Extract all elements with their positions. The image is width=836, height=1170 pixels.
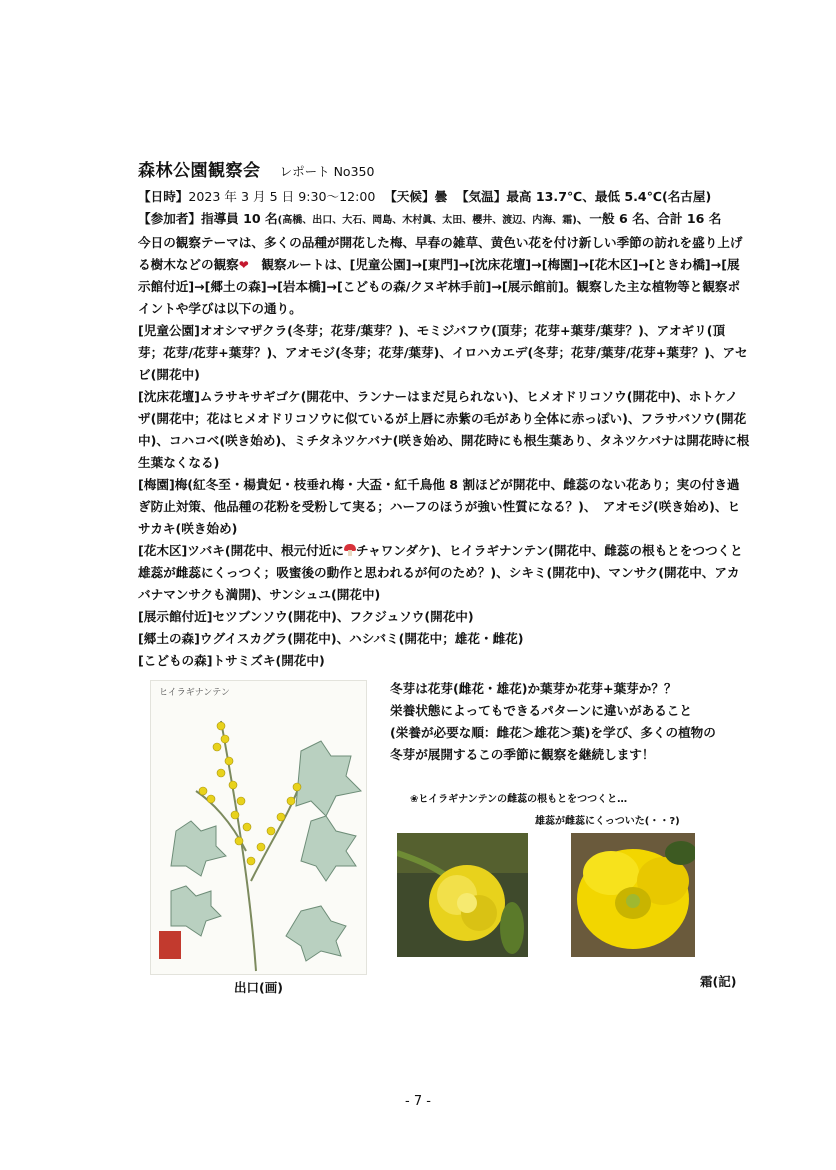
photo-note-first [410,790,627,805]
weather-value: 曇 [434,189,448,204]
participants-names: (高橋、出口、大石、岡島、木村眞、太田、櫻井、渡辺、内海、霜) [277,215,577,226]
note-line: 栄養状態によってもできるパターンに違いがあること [390,703,692,718]
section-label: [郷土の森] [138,631,200,646]
heart-icon: ❤ [238,258,249,272]
section-kyoudo-no-mori [138,628,750,650]
section-text-after: チャワンダケ)、ヒイラギナンテン(開花中、雌蕊の根もとをつつくと雄蕊が雌蕊にくっつく；吸蜜後の動作と思われるが何のため？)、シキミ(開花中)、マンサク(開花中、アカバナマンサクも満開)、サンシュユ(開花中) [138,543,743,602]
intro-route: 観察ルートは、[児童公園]→[東門]→[沈床花壇]→[梅園]→[花木区]→[ときわ橋]→[展示館付近]→[郷土の森]→[岩本橋]→[こどもの森/クヌギ林手前]→[展示館前]。観察した主な植物等と観察ポイントや学びは以下の通り。 [138,257,741,316]
report-body [138,186,750,672]
painting-seal [159,931,181,959]
section-label: [児童公園] [138,323,200,338]
temperature-value: 最高 13.7℃、最低 5.4℃(名古屋) [506,189,712,204]
report-number: レポート No350 [279,164,375,179]
note-line: 冬芽は花芽(雌花・雄花)か葉芽か花芽+葉芽か？？ [390,681,677,696]
plant-painting [150,680,367,975]
date-value: 2023 年 3 月 5 日 9:30～12:00 [188,189,376,204]
report-title [138,156,374,181]
flower-icon: ❀ [410,794,419,805]
date-label: 【日時】 [138,189,189,204]
section-text: 梅(紅冬至・楊貴妃・枝垂れ梅・大盃・紅千鳥他 8 割ほどが開花中、雌蕊のない花あり；実の付き過ぎ防止対策、他品種の花粉を受粉して実る；ハーフのほうが強い性質になる？)、 アオモジ(咲き始め)、ヒサカキ(咲き始め) [138,477,741,536]
page-title: 森林公園観察会 [138,161,261,181]
section-text: オオシマザクラ(冬芽；花芽/葉芽？)、モミジバフウ(頂芽；花芽+葉芽/葉芽？)、アオギリ(頂芽；花芽/花芽+葉芽？)、アオモジ(冬芽；花芽/葉芽)、イロハカエデ(冬芽；花芽/葉芽/花芽+葉芽？)、アセビ(開花中) [138,323,748,382]
section-text-before: ツバキ(開花中、根元付近に [187,543,344,558]
page-number: - 7 - [405,1094,431,1109]
flower-photo-after [571,833,695,957]
section-tenjikan [138,606,750,628]
section-text: ウグイスカグラ(開花中)、ハシバミ(開花中；雄花・雌花) [199,631,524,646]
participants-lead: 指導員 10 名 [200,211,278,226]
section-kodomo-no-mori [138,650,750,672]
painting-illustration [151,681,366,974]
participants-label: 【参加者】 [138,211,201,226]
note-line: 冬芽が展開するこの季節に観察を継続します！ [390,747,655,762]
flower-photo-before [397,833,528,957]
painting-caption: 出口(画) [234,980,283,995]
section-label: [展示館付近] [138,609,213,624]
section-chinshou-kadan [138,386,750,474]
photo-note-first-text: ヒイラギナンテンの雌蕊の根もとをつつくと… [418,794,628,805]
section-baien [138,474,750,540]
weather-label: 【天候】 [384,189,435,204]
participants-line [138,208,750,232]
participants-total: 、一般 6 名、合計 16 名 [576,211,722,226]
date-line [138,186,750,208]
painting-inscription: ヒイラギナンテン [159,688,230,698]
mushroom-icon [344,544,356,556]
intro-paragraph [138,232,750,320]
section-text: セツブンソウ(開花中)、フクジュソウ(開花中) [212,609,474,624]
section-label: [沈床花壇] [138,389,200,404]
photo-note-second: 雄蕊が雌蕊にくっついた(・・?) [535,816,680,827]
winter-bud-note [390,678,750,766]
section-text: ムラサキサギゴケ(開花中、ランナーはまだ見られない)、ヒメオドリコソウ(開花中)、ホトケノザ(開花中；花はヒメオドリコソウに似ているが上唇に赤紫の毛があり全体に赤っぽい)、フラサバソウ(開花中)、コハコベ(咲き始め)、ミチタネツケバナ(咲き始め、開花時にも根生葉あり、タネツケバナは開花時に根生葉なくなる) [138,389,750,470]
section-text: トサミズキ(開花中) [212,653,325,668]
temperature-label: 【気温】 [455,189,507,204]
note-line: (栄養が必要な順：雌花＞雄花＞葉)を学び、多くの植物の [390,725,716,740]
section-label: [花木区] [138,543,188,558]
report-author: 霜(記) [700,974,737,989]
section-label: [梅園] [138,477,175,492]
intro-theme: 今日の観察テーマは、多くの品種が開花した梅、早春の雑草、黄色い花を付け新しい季節の訪れを盛り上げる樹木などの観察 [138,235,743,272]
section-jidou-koen [138,320,750,386]
section-kabokuku [138,540,750,606]
section-label: [こどもの森] [138,653,213,668]
